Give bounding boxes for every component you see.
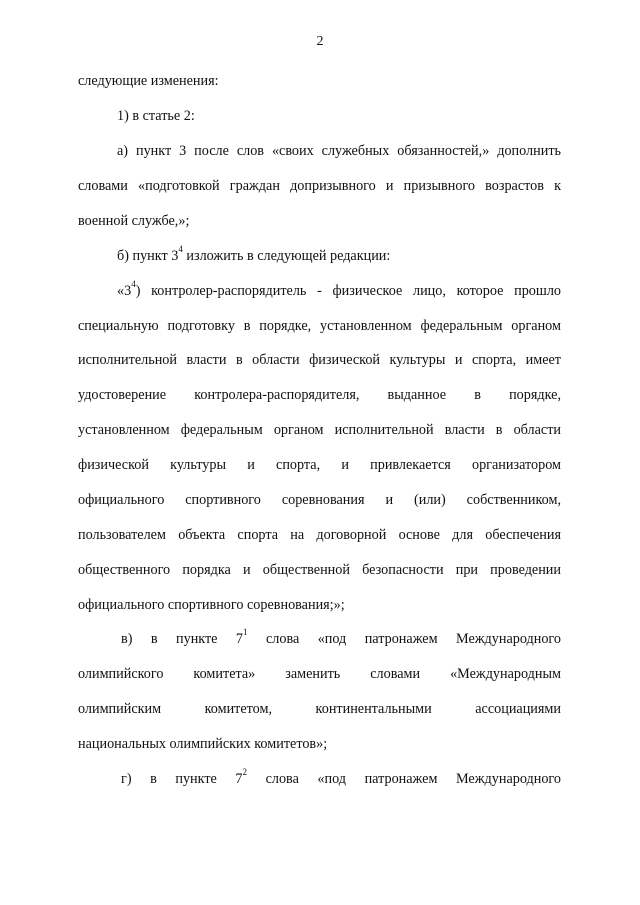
line-text: г) в пункте 7 bbox=[121, 771, 243, 787]
text-line: специальную подготовку в порядке, установленном федеральным органом bbox=[78, 318, 561, 334]
line-text: б) пункт 3 bbox=[117, 248, 179, 264]
superscript: 4 bbox=[131, 279, 136, 290]
text-line: национальных олимпийских комитетов»; bbox=[78, 736, 328, 752]
line-text: ) контролер-распорядитель - физическое лицо, которое прошло bbox=[135, 283, 561, 299]
superscript: 1 bbox=[243, 627, 248, 638]
text-line: словами «подготовкой граждан допризывного и призывного возрастов к bbox=[78, 178, 561, 194]
text-line: установленном федеральным органом исполнительной власти в области bbox=[78, 422, 561, 438]
line-text: слова «под патронажем Международного bbox=[247, 631, 561, 647]
text-line: исполнительной власти в области физической культуры и спорта, имеет bbox=[78, 352, 561, 368]
text-line bbox=[117, 244, 561, 265]
superscript: 4 bbox=[178, 244, 183, 255]
text-line bbox=[117, 279, 561, 300]
line-text: в) в пункте 7 bbox=[121, 631, 244, 647]
page-number: 2 bbox=[316, 34, 324, 49]
text-line bbox=[121, 767, 561, 788]
text-line: а) пункт 3 после слов «своих служебных обязанностей,» дополнить bbox=[117, 143, 561, 159]
line-text: слова «под патронажем Международного bbox=[247, 771, 561, 787]
text-line: официального спортивного соревнования;»; bbox=[78, 597, 345, 613]
text-line bbox=[121, 627, 561, 648]
line-text: изложить в следующей редакции: bbox=[182, 248, 391, 264]
text-line: олимпийским комитетом, континентальными ассоциациями bbox=[78, 701, 561, 717]
text-line: военной службе,»; bbox=[78, 213, 190, 229]
text-line: удостоверение контролера-распорядителя, выданное в порядке, bbox=[78, 387, 561, 403]
text-line: олимпийского комитета» заменить словами «Международным bbox=[78, 666, 561, 682]
text-line: физической культуры и спорта, и привлекается организатором bbox=[78, 457, 561, 473]
superscript: 2 bbox=[242, 767, 248, 778]
text-line: общественного порядка и общественной безопасности при проведении bbox=[78, 562, 561, 578]
line-text: «3 bbox=[117, 283, 132, 299]
text-line: официального спортивного соревнования и (или) собственником, bbox=[78, 492, 561, 508]
text-line: 1) в статье 2: bbox=[117, 108, 195, 124]
text-line: следующие изменения: bbox=[78, 73, 219, 89]
text-line: пользователем объекта спорта на договорной основе для обеспечения bbox=[78, 527, 561, 543]
